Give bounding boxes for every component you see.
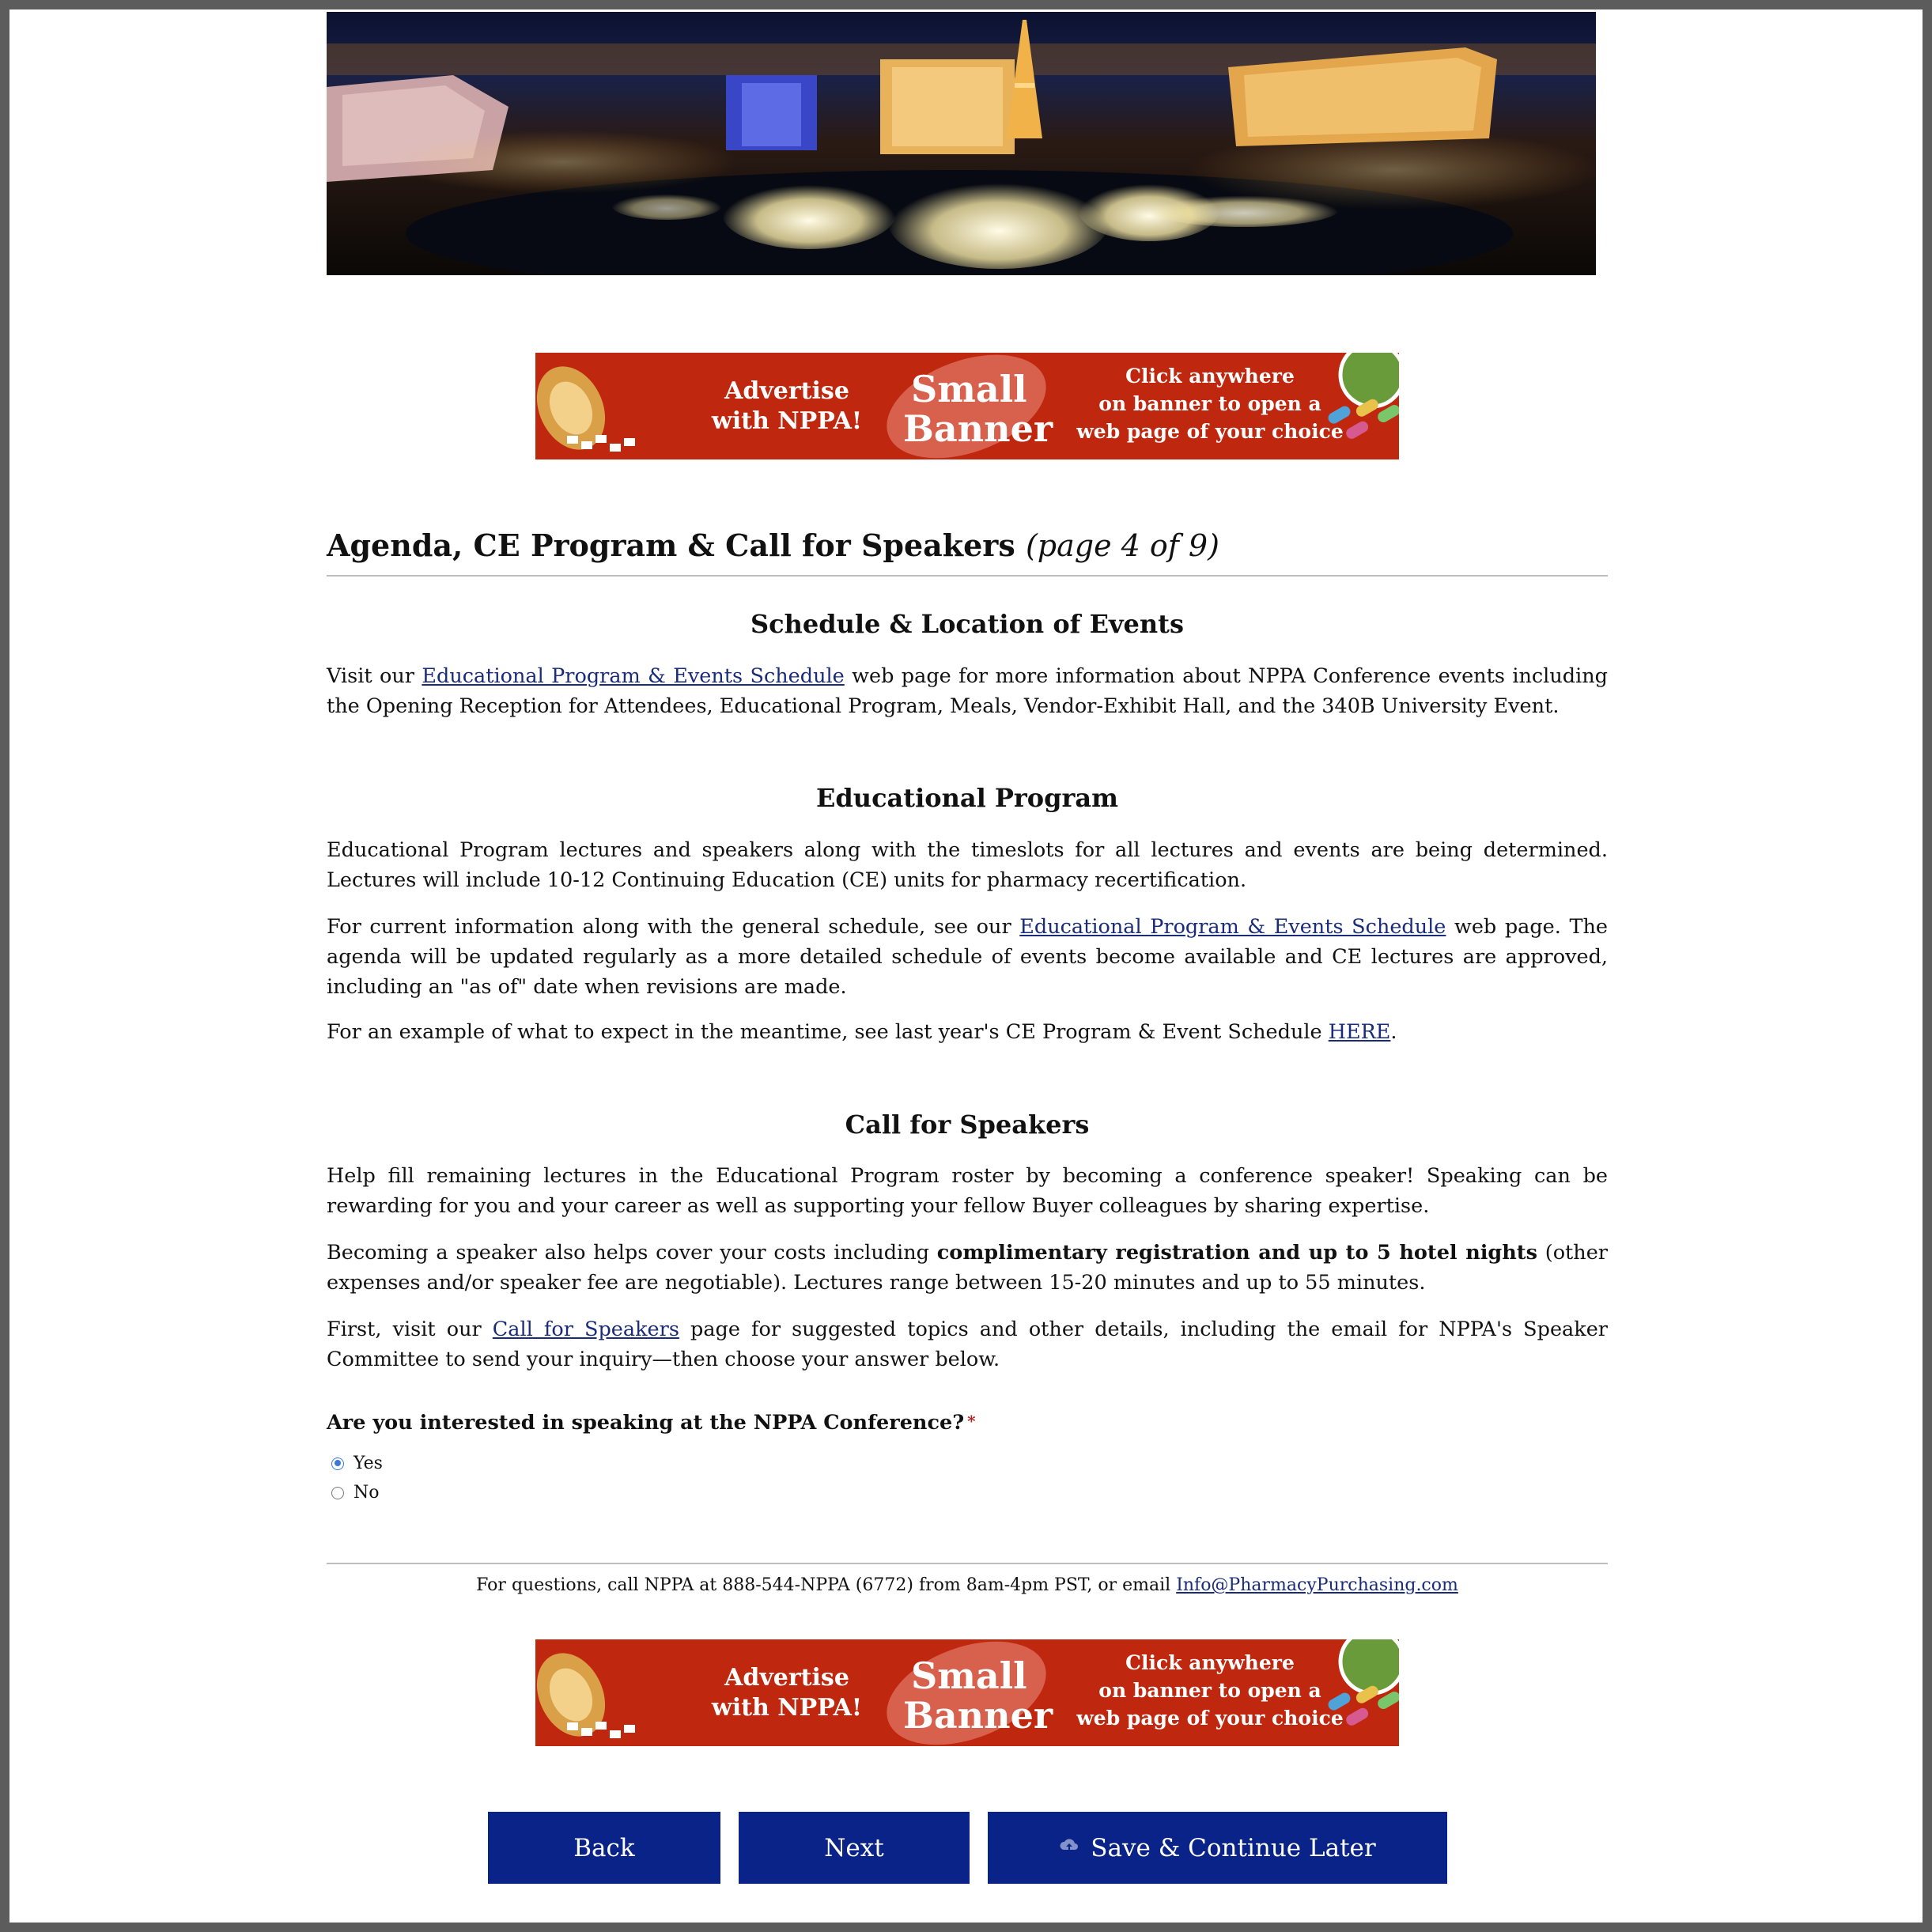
- speakers-p2-before: Becoming a speaker also helps cover your costs including: [327, 1241, 937, 1265]
- ad-bottom-center-line1: Small: [911, 1654, 1027, 1697]
- edu-p2-after: web page. The agenda will be updated regularly as a more detailed schedule of events become available and CE lectures are approved, including an "as of" date when revisions are made.: [327, 915, 1608, 999]
- option-no[interactable]: [331, 1483, 380, 1503]
- title-divider: [327, 575, 1608, 577]
- educational-program-heading: Educational Program: [816, 783, 1118, 813]
- page-indicator: (page 4 of 9): [1025, 528, 1219, 563]
- contact-line: [327, 1575, 1608, 1595]
- no-radio[interactable]: [331, 1487, 344, 1499]
- next-button[interactable]: Next: [739, 1812, 970, 1884]
- events-schedule-link[interactable]: Educational Program & Events Schedule: [422, 664, 845, 688]
- ad-left-line2: with NPPA!: [711, 407, 863, 435]
- ad-bottom-left-line2: with NPPA!: [711, 1694, 863, 1722]
- required-marker: *: [967, 1412, 976, 1431]
- ad-banner-top[interactable]: [535, 353, 1399, 459]
- speakers-p2-after: (other expenses and/or speaker fee are negotiable). Lectures range between 15-20 minutes and up to 55 minutes.: [327, 1241, 1609, 1295]
- ad-left-line1: Advertise: [724, 377, 849, 405]
- ad-bottom-right-line2: on banner to open a: [1098, 1679, 1321, 1702]
- speaking-question-text: Are you interested in speaking at the NPPA Conference?: [327, 1411, 965, 1435]
- save-continue-later-label: Save & Continue Later: [1091, 1833, 1376, 1862]
- contact-text: For questions, call NPPA at 888-544-NPPA (6772) from 8am-4pm PST, or email: [476, 1575, 1177, 1595]
- edu-paragraph-3: [327, 1017, 1608, 1047]
- page-title-text: Agenda, CE Program & Call for Speakers: [327, 527, 1015, 563]
- ad-center-line2: Banner: [903, 407, 1053, 450]
- schedule-p1-after: web page for more information about NPPA Conference events including the Opening Reception for Attendees, Educational Program, Meals, Vendor-Exhibit Hall, and the 340B University Event.: [327, 664, 1608, 718]
- yes-radio[interactable]: [331, 1458, 344, 1470]
- option-yes[interactable]: [331, 1454, 383, 1473]
- ad-right-line1: Click anywhere: [1125, 365, 1295, 388]
- ad-banner-bottom[interactable]: [535, 1639, 1399, 1746]
- ad-center-line1: Small: [911, 368, 1027, 410]
- ad-banner-graphic-bottom: [535, 1639, 1399, 1746]
- call-for-speakers-heading: Call for Speakers: [845, 1110, 1090, 1140]
- yes-label[interactable]: Yes: [354, 1454, 383, 1473]
- schedule-p1-before: Visit our: [327, 664, 422, 688]
- ad-right-line3: web page of your choice: [1076, 420, 1344, 443]
- events-schedule-link-2[interactable]: Educational Program & Events Schedule: [1019, 915, 1446, 939]
- ad-bottom-left-line1: Advertise: [724, 1664, 849, 1692]
- schedule-paragraph: [327, 661, 1608, 721]
- last-year-schedule-link[interactable]: HERE: [1328, 1020, 1391, 1044]
- footer-divider: [327, 1563, 1608, 1564]
- ad-bottom-right-line3: web page of your choice: [1076, 1707, 1344, 1730]
- edu-paragraph-2: [327, 912, 1608, 1002]
- speakers-paragraph-3: [327, 1314, 1608, 1374]
- ad-banner-graphic: [535, 353, 1399, 459]
- page-title: [327, 527, 1608, 565]
- edu-p3-after: .: [1390, 1020, 1397, 1044]
- page-frame: [9, 9, 1923, 1923]
- cloud-upload-icon: [1059, 1837, 1079, 1859]
- speakers-paragraph-2: [327, 1238, 1608, 1298]
- speakers-p3-after: page for suggested topics and other details, including the email for NPPA's Speaker Committee to send your inquiry—then choose your answer below.: [327, 1318, 1608, 1371]
- ad-right-line2: on banner to open a: [1098, 392, 1321, 415]
- back-button[interactable]: Back: [488, 1812, 720, 1884]
- hero-image: [327, 12, 1596, 275]
- speakers-paragraph-1: Help fill remaining lectures in the Educational Program roster by becoming a conference speaker! Speaking can be rewarding for you and your career as well as supporting your fellow Buyer colleagues by sharing expertise.: [327, 1164, 1608, 1218]
- save-continue-later-button[interactable]: [988, 1812, 1447, 1884]
- edu-paragraph-1: Educational Program lectures and speakers along with the timeslots for all lectures and events are being determined. Lectures will include 10-12 Continuing Education (CE) units for pharmacy recertification.: [327, 838, 1608, 892]
- speaking-question-label: [327, 1411, 976, 1435]
- no-label[interactable]: No: [354, 1483, 380, 1503]
- ad-bottom-right-line1: Click anywhere: [1125, 1651, 1295, 1674]
- contact-email-link[interactable]: Info@PharmacyPurchasing.com: [1176, 1575, 1458, 1595]
- speakers-p2-bold: complimentary registration and up to 5 hotel nights: [936, 1241, 1537, 1265]
- call-for-speakers-link[interactable]: Call for Speakers: [492, 1318, 679, 1341]
- schedule-heading: Schedule & Location of Events: [750, 609, 1184, 639]
- edu-p3-before: For an example of what to expect in the meantime, see last year's CE Program & Event Schedule: [327, 1020, 1329, 1044]
- speakers-p3-before: First, visit our: [327, 1318, 493, 1341]
- ad-bottom-center-line2: Banner: [903, 1694, 1053, 1737]
- edu-p2-before: For current information along with the general schedule, see our: [327, 915, 1020, 939]
